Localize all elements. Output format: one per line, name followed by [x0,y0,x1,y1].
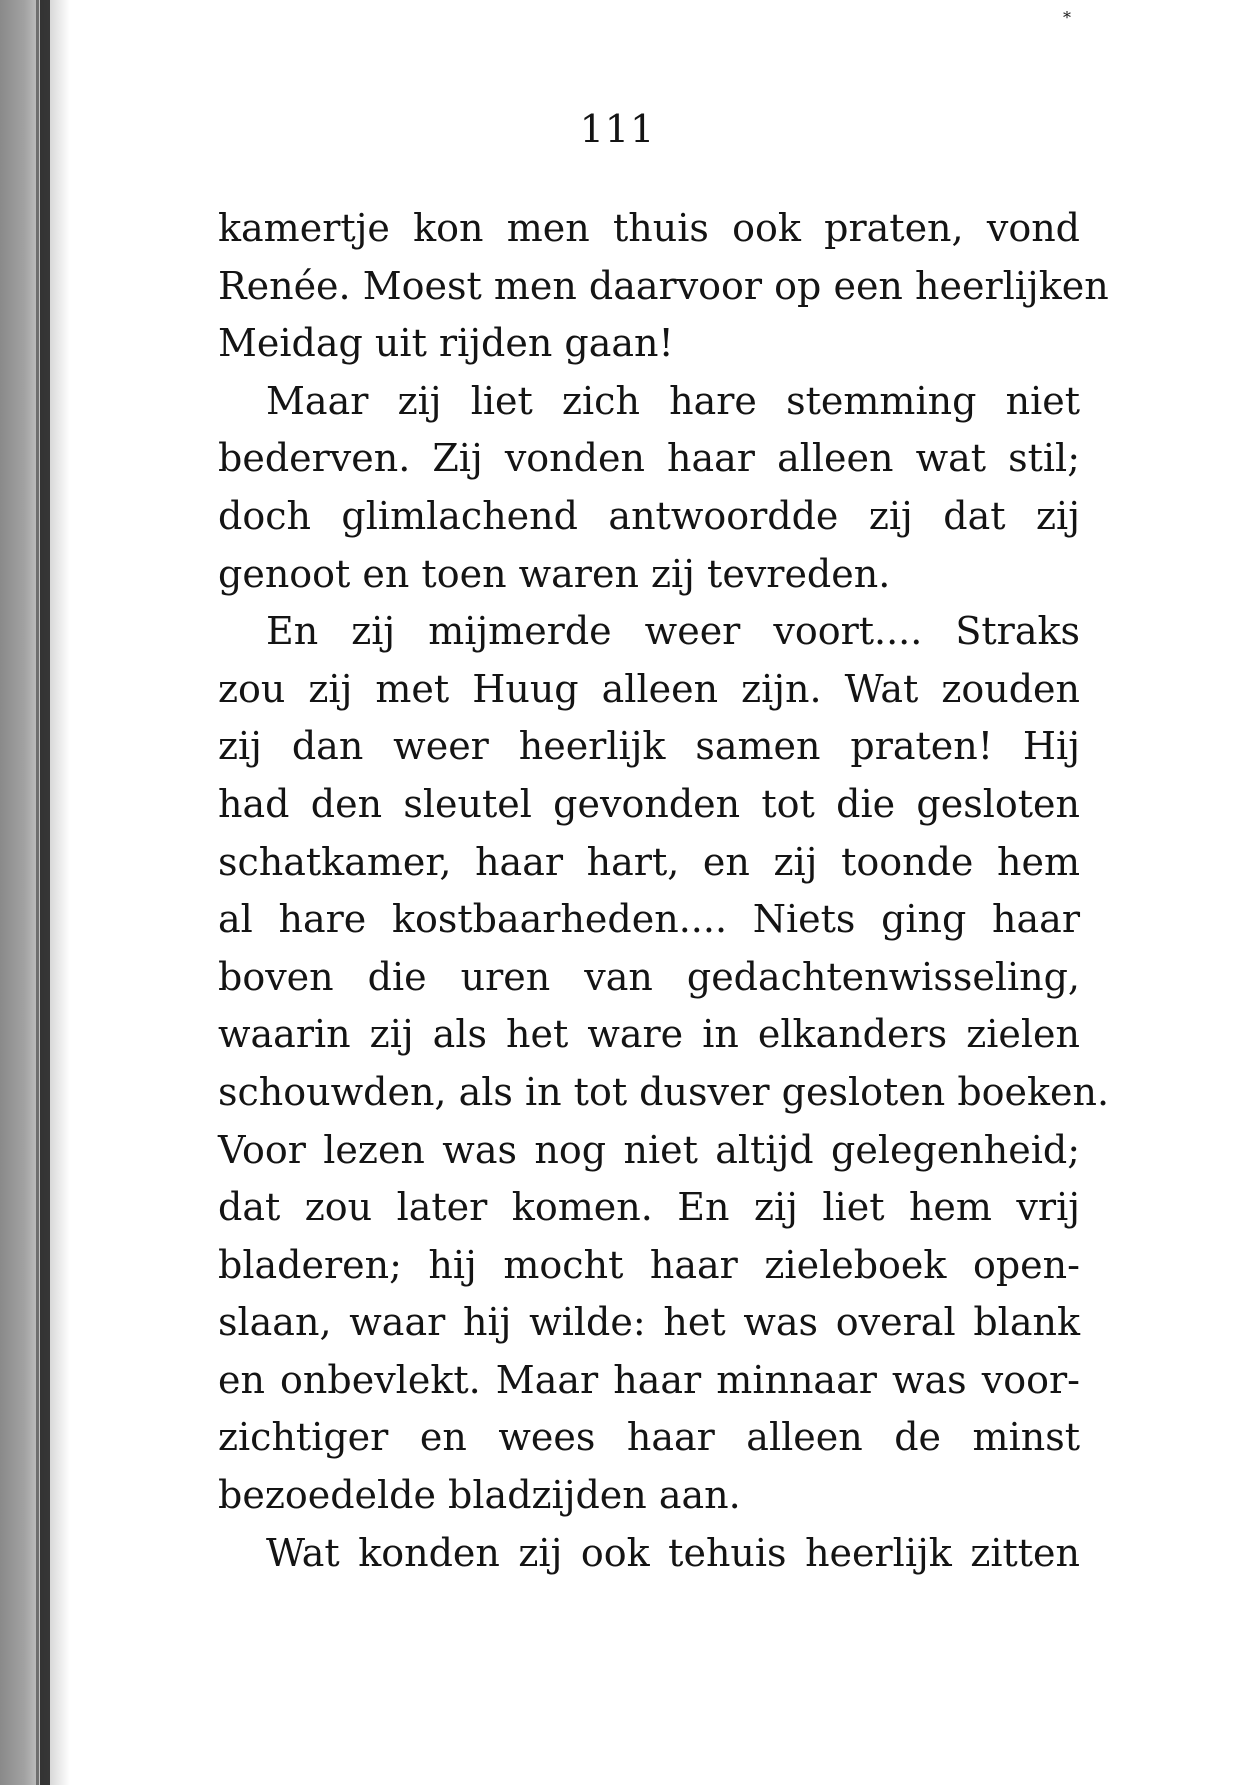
text-line: zou zij met Huug alleen zijn. Wat zouden [218,666,1080,711]
text-line: slaan, waar hij wilde: het was overal blank [218,1300,1080,1345]
body-text [218,200,1110,1582]
corner-ink-mark: * [1063,8,1071,27]
text-line: En zij mijmerde weer voort.... Straks [266,609,1080,654]
text-line: al hare kostbaarheden.... Niets ging haar [218,897,1080,942]
text-line: dat zou later komen. En zij liet hem vrij [218,1185,1080,1230]
text-line: Renée. Moest men daarvoor op een heerlijken [218,263,1109,308]
text-line: Voor lezen was nog niet altijd gelegenheid; [218,1127,1080,1172]
text-line: bederven. Zij vonden haar alleen wat stil; [218,436,1080,481]
text-line: bezoedelde bladzijden aan. [218,1473,741,1518]
text-line: zij dan weer heerlijk samen praten! Hij [218,724,1080,769]
text-line: waarin zij als het ware in elkanders zielen [218,1012,1080,1057]
page-gutter-shadow [0,0,70,1785]
text-line: schatkamer, haar hart, en zij toonde hem [218,839,1080,884]
text-line: kamertje kon men thuis ook praten, vond [218,206,1080,250]
text-line: en onbevlekt. Maar haar minnaar was voor- [218,1357,1080,1402]
text-line: Wat konden zij ook tehuis heerlijk zitten [266,1530,1080,1575]
text-line: boven die uren van gedachtenwisseling, [218,954,1080,999]
text-line: bladeren; hij mocht haar zieleboek open- [218,1242,1080,1287]
text-line: zichtiger en wees haar alleen de minst [218,1415,1080,1460]
text-line: had den sleutel gevonden tot die gesloten [218,781,1080,826]
text-line: Maar zij liet zich hare stemming niet [266,378,1080,423]
text-line: schouwden, als in tot dusver gesloten boeken. [218,1069,1110,1114]
text-line: doch glimlachend antwoordde zij dat zij [218,493,1080,538]
text-line: genoot en toen waren zij tevreden. [218,551,891,596]
text-line: Meidag uit rijden gaan! [218,321,674,366]
page-number: 111 [579,107,656,151]
